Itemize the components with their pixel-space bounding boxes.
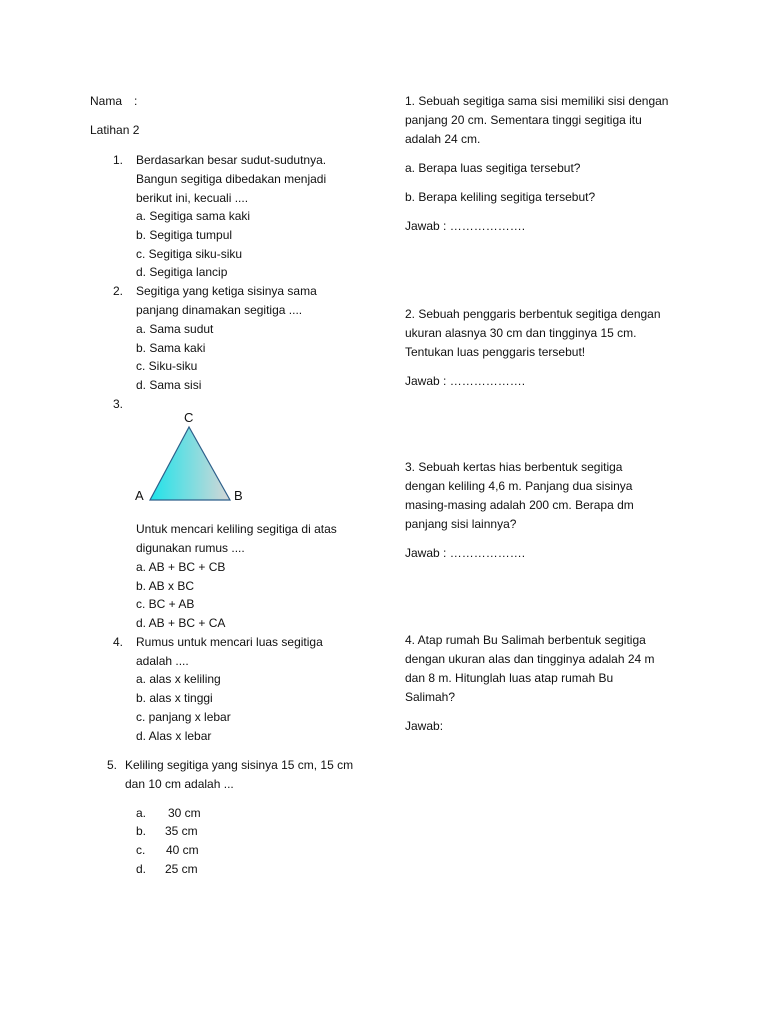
question-text-line: adalah .... <box>136 654 189 668</box>
option-b-value: 35 cm <box>165 824 198 838</box>
question-text-line: Keliling segitiga yang sisinya 15 cm, 15 cm <box>125 758 354 772</box>
option-d-value: 25 cm <box>165 862 198 876</box>
sub-question-a: a. Berapa luas segitiga tersebut? <box>405 161 581 175</box>
name-colon: : <box>134 94 138 108</box>
sub-question-b: b. Berapa keliling segitiga tersebut? <box>405 190 596 204</box>
option-b: b. alas x tinggi <box>136 691 213 705</box>
question-text-line: digunakan rumus .... <box>136 541 245 555</box>
exercise-title: Latihan 2 <box>90 123 140 137</box>
answer-line: Jawab: <box>405 719 444 733</box>
option-d: d. Sama sisi <box>136 378 202 392</box>
question-text-line: ukuran alasnya 30 cm dan tingginya 15 cm. <box>405 326 637 340</box>
question-text-line: dengan keliling 4,6 m. Panjang dua sisinya <box>405 479 633 493</box>
question-text-line: masing-masing adalah 200 cm. Berapa dm <box>405 498 634 512</box>
option-a-value: 30 cm <box>168 806 201 820</box>
question-text-line: panjang sisi lainnya? <box>405 517 517 531</box>
question-text-line: Berdasarkan besar sudut-sudutnya. <box>136 153 327 167</box>
option-d: d. AB + BC + CA <box>136 616 226 630</box>
question-number: 3. <box>113 397 124 411</box>
answer-line: Jawab : ………………. <box>405 374 526 388</box>
question-text-line: dengan ukuran alas dan tingginya adalah 24 m <box>405 652 655 666</box>
option-c: c. Siku-siku <box>136 359 198 373</box>
question-text-line: 3. Sebuah kertas hias berbentuk segitiga <box>405 460 623 474</box>
option-a: a. Sama sudut <box>136 322 214 336</box>
option-c-value: 40 cm <box>166 843 199 857</box>
question-number: 5. <box>107 758 118 772</box>
option-c-letter: c. <box>136 843 146 857</box>
answer-line: Jawab : ………………. <box>405 219 526 233</box>
vertex-label-a: A <box>135 488 144 503</box>
option-a: a. AB + BC + CB <box>136 560 226 574</box>
option-b: b. Segitiga tumpul <box>136 228 233 242</box>
question-text-line: Rumus untuk mencari luas segitiga <box>136 635 323 649</box>
question-text-line: 1. Sebuah segitiga sama sisi memiliki sisi dengan <box>405 94 669 108</box>
question-number: 1. <box>113 153 124 167</box>
question-text-line: panjang 20 cm. Sementara tinggi segitiga itu <box>405 113 642 127</box>
option-d: d. Segitiga lancip <box>136 265 228 279</box>
option-b: b. Sama kaki <box>136 341 206 355</box>
question-text-line: 2. Sebuah penggaris berbentuk segitiga dengan <box>405 307 661 321</box>
option-d-letter: d. <box>136 862 147 876</box>
option-c: c. Segitiga siku-siku <box>136 247 243 261</box>
triangle-figure <box>130 405 250 505</box>
option-c: c. panjang x lebar <box>136 710 231 724</box>
option-a: a. Segitiga sama kaki <box>136 209 251 223</box>
question-text-line: Salimah? <box>405 690 456 704</box>
question-text-line: 4. Atap rumah Bu Salimah berbentuk segitiga <box>405 633 646 647</box>
vertex-label-c: C <box>184 410 194 425</box>
option-b: b. AB x BC <box>136 579 195 593</box>
question-text-line: Tentukan luas penggaris tersebut! <box>405 345 586 359</box>
option-d: d. Alas x lebar <box>136 729 212 743</box>
option-c: c. BC + AB <box>136 597 195 611</box>
question-text-line: dan 10 cm adalah ... <box>125 777 234 791</box>
question-text-line: Bangun segitiga dibedakan menjadi <box>136 172 327 186</box>
question-text-line: Segitiga yang ketiga sisinya sama <box>136 284 317 298</box>
question-number: 4. <box>113 635 124 649</box>
vertex-label-b: B <box>234 488 243 503</box>
question-text-line: panjang dinamakan segitiga .... <box>136 303 303 317</box>
question-text-line: Untuk mencari keliling segitiga di atas <box>136 522 337 536</box>
question-text-line: dan 8 m. Hitunglah luas atap rumah Bu <box>405 671 614 685</box>
answer-line: Jawab : ………………. <box>405 546 526 560</box>
option-a-letter: a. <box>136 806 147 820</box>
name-label: Nama <box>90 94 123 108</box>
question-text-line: berikut ini, kecuali .... <box>136 191 249 205</box>
question-text-line: adalah 24 cm. <box>405 132 481 146</box>
option-a: a. alas x keliling <box>136 672 221 686</box>
question-number: 2. <box>113 284 124 298</box>
option-b-letter: b. <box>136 824 147 838</box>
triangle-shape <box>150 427 230 500</box>
